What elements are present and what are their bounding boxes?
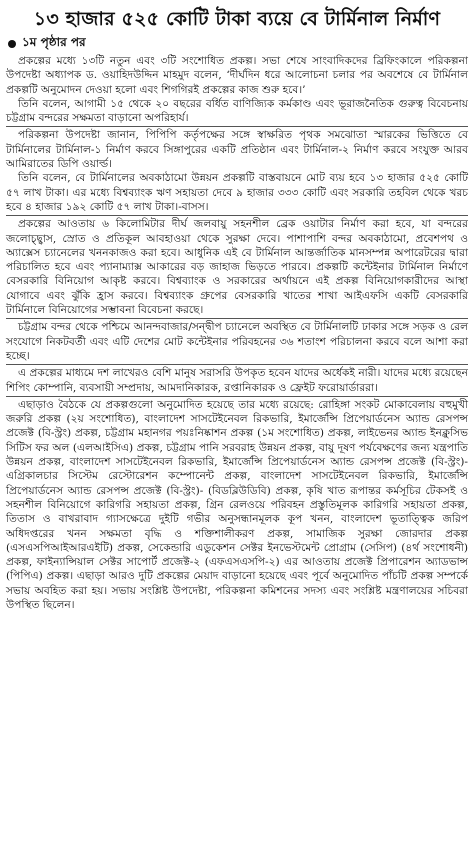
continuation-marker: [8, 36, 468, 52]
paragraph-intro: প্রকল্পের মধ্যে ১৩টি নতুন এবং ৩টি সংশোধিত প্রকল্প। সভা শেষে সাংবাদিকদের ব্রিফিংকালে পরিকল্পনা উপদেষ্টা অধ্যাপক ড. ওয়াহিদউদ্দিন মাহমুদ বলেন, ‘দীর্ঘদিন ধরে আলোচনা চলার পর অবশেষে বে টার্মিনাল প্রকল্পটি অনুমোদন দেওয়া হলো এবং শিগগিরই প্রকল্পের কাজ শুরু হবে।’: [6, 55, 468, 96]
paragraph-mou: পরিকল্পনা উপদেষ্টা জানান, পিপিপি কর্তৃপক্ষের সঙ্গে স্বাক্ষরিত পৃথক সমঝোতা স্মারকের ভিত্তিতে বে টার্মিনালের টার্মিনাল-১ নির্মাণ করবে সিঙ্গাপুরের একটি প্রতিষ্ঠান এবং টার্মিনাল-২ নির্মাণ করবে সংযুক্ত আরব আমিরাতের ডিপি ওয়ার্ল্ড।: [6, 126, 468, 171]
continued-from-label: ১ম পৃষ্ঠার পর: [22, 35, 86, 49]
bullet-icon: [8, 40, 16, 48]
paragraph-location: চট্টগ্রাম বন্দর থেকে পশ্চিমে আনন্দবাজার/সন্দ্বীপ চ্যানেলে অবস্থিত বে টার্মিনালটি ঢাকার সঙ্গে সড়ক ও রেল সংযোগে নিকটবর্তী এবং এটি দেশের মোট কন্টেইনার পরিবহনের ৩৬ শতাংশ পরিচালনা করবে বলে আশা করা হচ্ছে।: [6, 318, 468, 363]
paragraph-scope: প্রকল্পের আওতায় ৬ কিলোমিটার দীর্ঘ জলবায়ু সহনশীল ব্রেক ওয়াটার নির্মাণ করা হবে, যা বন্দরের জলোচ্ছ্বাস, স্রোত ও প্রতিকূল আবহাওয়া থেকে সুরক্ষা দেবে। পাশাপাশি বন্দর অবকাঠামো, প্রবেশপথ ও অ্যাক্সেস চ্যানেলের খননকাজও করা হবে। আধুনিক এই বে টার্মিনাল আন্তর্জাতিক মানসম্পন্ন অপারেটরের দ্বারা পরিচালিত হবে এবং প্যানাম্যাক্স আকারের বড় জাহাজ ভিড়তে পারবে। প্রকল্পটি কন্টেইনার টার্মিনাল নির্মাণে বেসরকারি বিনিয়োগ আকৃষ্ট করবে। বিশ্বব্যাংক ও সরকারের অর্থায়নে এই প্রকল্প বিনিয়োগকারীদের আস্থা যোগাবে এবং ঝুঁকি হ্রাস করবে। বিশ্বব্যাংক গ্রুপের বেসরকারি খাতের শাখা আইএফসি একটি বেসরকারি টার্মিনালে বিনিয়োগের সম্ভাবনা বিবেচনা করছে।: [6, 215, 468, 317]
headline: ১৩ হাজার ৫২৫ কোটি টাকা ব্যয়ে বে টার্মিনাল নির্মাণ: [33, 8, 441, 30]
paragraph-requirement: তিনি বলেন, আগামী ১৫ থেকে ২০ বছরের বর্ধিত বাণিজ্যিক কর্মকাণ্ড এবং ভূরাজনৈতিক গুরুত্ব বিবেচনায় চট্টগ্রাম বন্দরের সক্ষমতা বাড়ানো অপরিহার্য।: [6, 97, 468, 125]
paragraph-other-projects: এছাড়াও বৈঠকে যে প্রকল্পগুলো অনুমোদিত হয়েছে তার মধ্যে রয়েছে: রোহিঙ্গা সংকট মোকাবেলায় বহুমুখী জরুরি প্রকল্প (২য় সংশোধিত), বাংলাদেশ সাসটেইনেবল রিকভারি, ইমার্জেন্সি প্রিপেয়ার্ডনেস অ্যান্ড রেসপন্স প্রজেক্ট (বি-স্ট্রং) প্রকল্প, চট্টগ্রাম মহানগর পয়ঃনিষ্কাশন প্রকল্প (১ম সংশোধিত) প্রকল্প, লাইভেনর অ্যান্ড ইনক্লুসিভ সিটিস ফর অল (এলআইসিএ) প্রকল্প, চট্টগ্রাম পানি সরবরাহ উন্নয়ন প্রকল্প, বায়ু দূষণ পর্যবেক্ষণের জন্য যন্ত্রপাতি উন্নয়ন প্রকল্প, বাংলাদেশ সাসটেইনেবল রিকভারি, ইমার্জেন্সি প্রিপেয়ার্ডনেস অ্যান্ড রেসপন্স প্রজেক্ট (বি-স্ট্রং)- এগ্রিকালচার সিস্টেম রেস্টোরেশন কম্পোনেন্ট প্রকল্প, বাংলাদেশ সাসটেইনেবল রিকভারি, ইমার্জেন্সি প্রিপেয়ার্ডনেস অ্যান্ড রেসপন্স প্রজেক্ট (বি-স্ট্রং)- (বিডব্লিউডিবি) প্রকল্প, কৃষি খাত রূপান্তর কর্মসূচির টেকসই ও সহনশীল বিনিয়োগে কারিগরি সহায়তা প্রকল্প, গ্রিন রেলওয়ে পরিবহন প্রস্তুতিমূলক কারিগরি সহায়তা প্রকল্প, তিতাস ও বাখরাবাদ গ্যাসক্ষেত্রে দুইটি গভীর অনুসন্ধানমূলক কূপ খনন, বাংলাদেশ ভূতাত্ত্বিক জরিপ অধিদপ্তরের খনন সক্ষমতা বৃদ্ধি ও শক্তিশালীকরণ প্রকল্প, সামাজিক সুরক্ষা জোরদার প্রকল্প (এসএসপিআইআরএইটি) প্রকল্প, সেকেন্ডারি এডুকেশন সেক্টর ইনভেস্টমেন্ট প্রোগ্রাম (সেসিপ) (৪র্থ সংশোধনী) প্রকল্প, ফাইন্যান্সিয়াল সেক্টর সাপোর্ট প্রজেক্ট-২ (এফএসএসপি-২) এর আওতায় প্রজেক্ট প্রিপারেশন অ্যাডভান্স (পিপিএ) প্রকল্প। এছাড়া আরও দুটি প্রকল্পের মেয়াদ বাড়ানো হয়েছে এবং পূর্বে অনুমোদিত পাঁচটি প্রকল্প সম্পর্কে সভায় অবহিত করা হয়। সভায় সংশ্লিষ্ট উপদেষ্টা, পরিকল্পনা কমিশনের সদস্য এবং সংশ্লিষ্ট মন্ত্রণালয়ের সচিবরা উপস্থিত ছিলেন।: [6, 396, 468, 612]
paragraph-beneficiaries: এ প্রকল্পের মাধ্যমে দশ লাখেরও বেশি মানুষ সরাসরি উপকৃত হবেন যাদের অর্ধেকই নারী। যাদের মধ্যে রয়েছেন শিপিং কোম্পানি, ব্যবসায়ী সম্প্রদায়, আমদানিকারক, রপ্তানিকারক ও ফ্রেইট ফরোয়ার্ডাররা।: [6, 364, 468, 395]
paragraph-cost: তিনি বলেন, বে টার্মিনালের অবকাঠামো উন্নয়ন প্রকল্পটি বাস্তবায়নে মোট ব্যয় হবে ১৩ হাজার ৫২৫ কোটি ৫৭ লাখ টাকা। এর মধ্যে বিশ্বব্যাংক ঋণ সহায়তা দেবে ৯ হাজার ৩৩৩ কোটি এবং সরকারি তহবিল থেকে খরচ হবে ৪ হাজার ১৯২ কোটি ৫৭ লাখ টাকা।-বাসস।: [6, 172, 468, 213]
